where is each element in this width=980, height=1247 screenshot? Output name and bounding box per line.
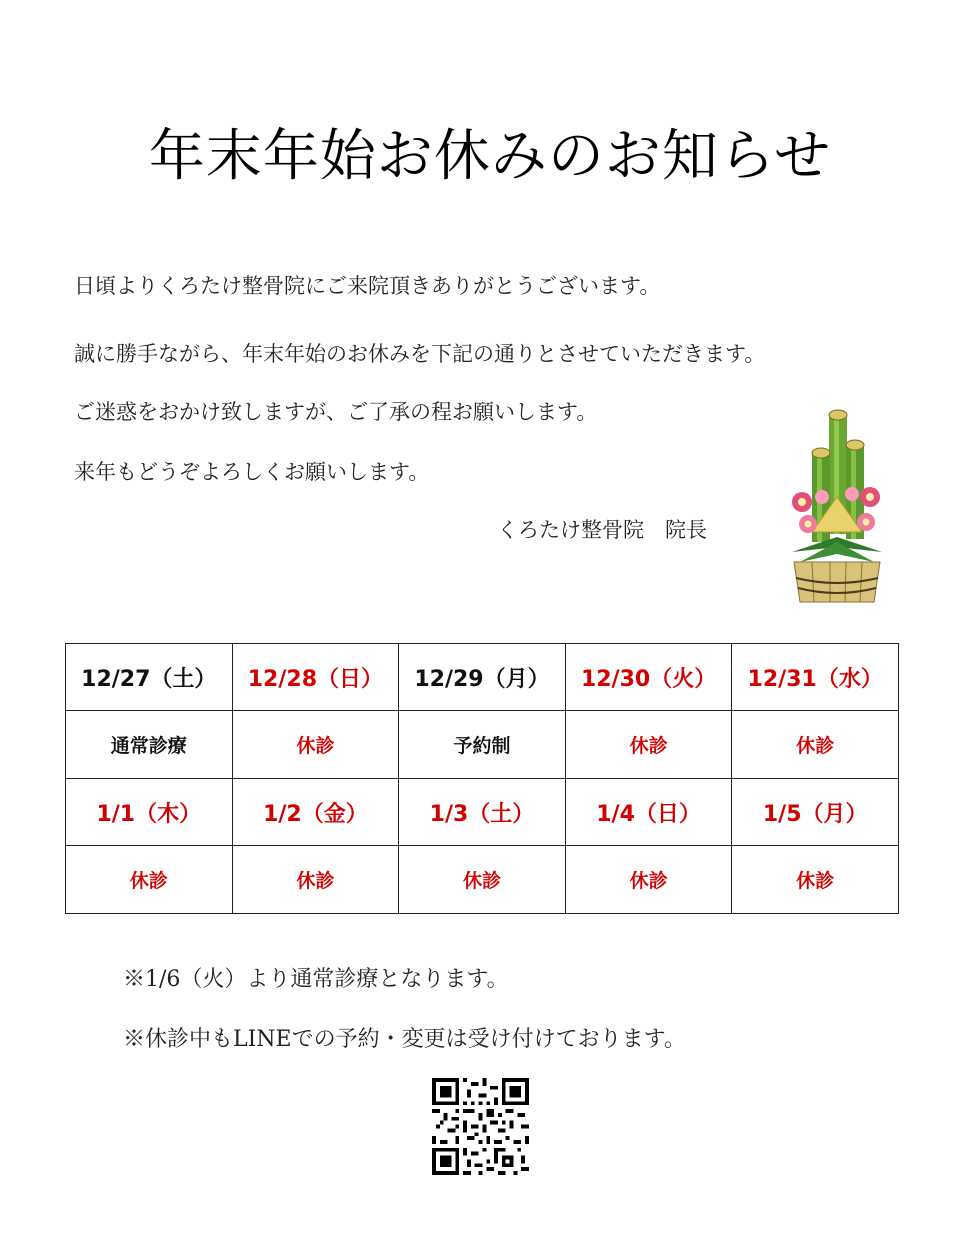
date-cell: 12/29（月） xyxy=(399,644,566,711)
qr-code-image[interactable] xyxy=(432,1078,529,1175)
line-booking-note: ※休診中もLINEでの予約・変更は受け付けております。 xyxy=(123,1027,686,1052)
date-row-december xyxy=(66,644,899,711)
status-cell: 休診 xyxy=(232,846,399,914)
apology-paragraph: ご迷惑をおかけ致しますが、ご了承の程お願いします。 xyxy=(74,400,598,424)
new-year-paragraph: 来年もどうぞよろしくお願いします。 xyxy=(74,460,430,484)
status-row-december xyxy=(66,711,899,779)
date-row-january xyxy=(66,779,899,846)
signature: くろたけ整骨院 院長 xyxy=(497,518,707,542)
greeting-paragraph: 日頃よりくろたけ整骨院にご来院頂きありがとうございます。 xyxy=(74,274,661,298)
date-cell: 12/31（水） xyxy=(732,644,899,711)
date-cell: 1/2（金） xyxy=(232,779,399,846)
page-title: 年末年始お休みのお知らせ xyxy=(148,124,832,189)
status-cell: 予約制 xyxy=(399,711,566,779)
status-cell: 休診 xyxy=(232,711,399,779)
date-cell: 1/4（日） xyxy=(565,779,732,846)
date-cell: 12/27（土） xyxy=(66,644,233,711)
date-cell: 1/1（木） xyxy=(66,779,233,846)
date-cell: 12/30（火） xyxy=(565,644,732,711)
closure-paragraph: 誠に勝手ながら、年末年始のお休みを下記の通りとさせていただきます。 xyxy=(74,342,766,366)
status-cell: 通常診療 xyxy=(66,711,233,779)
status-cell: 休診 xyxy=(732,846,899,914)
status-cell: 休診 xyxy=(399,846,566,914)
status-cell: 休診 xyxy=(565,846,732,914)
status-cell: 休診 xyxy=(66,846,233,914)
kadomatsu-illustration xyxy=(782,402,892,612)
schedule-table xyxy=(65,643,899,914)
date-cell: 1/3（土） xyxy=(399,779,566,846)
resume-note: ※1/6（火）より通常診療となります。 xyxy=(123,967,509,992)
status-cell: 休診 xyxy=(565,711,732,779)
status-row-january xyxy=(66,846,899,914)
date-cell: 12/28（日） xyxy=(232,644,399,711)
status-cell: 休診 xyxy=(732,711,899,779)
date-cell: 1/5（月） xyxy=(732,779,899,846)
